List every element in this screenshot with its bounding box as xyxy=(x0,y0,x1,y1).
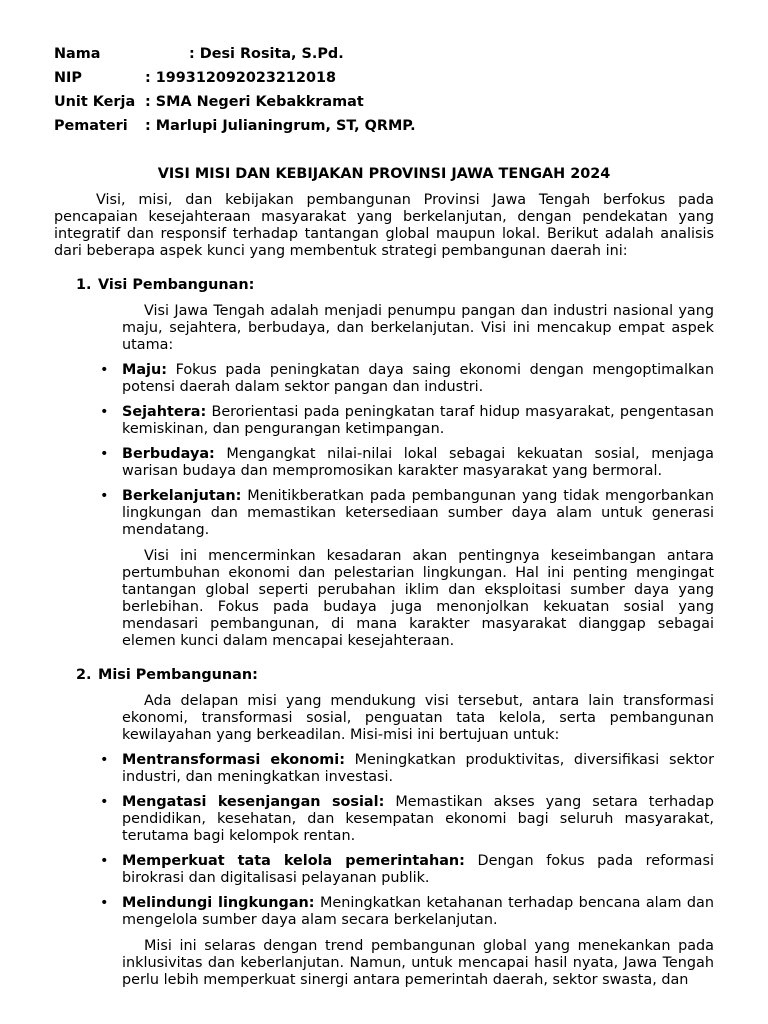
list-item xyxy=(100,404,714,438)
section-number: 2. xyxy=(76,667,92,683)
list-item-text: Menitikberatkan pada pembangunan yang tidak mengorbankan lingkungan dan memastikan ketersediaan sumber daya alam untuk generasi mendatang. xyxy=(122,488,714,538)
list-item-term: Sejahtera: xyxy=(122,404,207,420)
section-lead-paragraph: Ada delapan misi yang mendukung visi tersebut, antara lain transformasi ekonomi, transformasi sosial, penguatan tata kelola, serta pembangunan kewilayahan yang berkeadilan. Misi-misi ini bertujuan untuk: xyxy=(122,693,714,743)
list-item-text: Dengan fokus pada reformasi birokrasi dan digitalisasi pelayanan publik. xyxy=(122,853,714,886)
list-item-text: Mengangkat nilai-nilai lokal sebagai kekuatan sosial, menjaga warisan budaya dan mempromosikan karakter masyarakat yang bermoral. xyxy=(122,446,714,479)
list-item-term: Berbudaya: xyxy=(122,446,215,462)
document-page xyxy=(54,44,714,989)
bullet-icon: • xyxy=(100,752,109,768)
header-value: : Desi Rosita, S.Pd. xyxy=(189,46,344,62)
bullet-icon: • xyxy=(100,895,109,911)
document-title: VISI MISI DAN KEBIJAKAN PROVINSI JAWA TENGAH 2024 xyxy=(157,166,611,182)
list-item xyxy=(100,794,714,845)
header-value: : Marlupi Julianingrum, ST, QRMP. xyxy=(145,118,416,134)
list-item-text: Berorientasi pada peningkatan taraf hidup masyarakat, pengentasan kemiskinan, dan pengurangan ketimpangan. xyxy=(122,404,714,437)
intro-paragraph: Visi, misi, dan kebijakan pembangunan Provinsi Jawa Tengah berfokus pada pencapaian kesejahteraan masyarakat yang berkelanjutan, dengan pendekatan yang integratif dan responsif terhadap tantangan global maupun lokal. Berikut adalah analisis dari beberapa aspek kunci yang membentuk strategi pembangunan daerah ini: xyxy=(54,192,714,259)
header-row-unit-kerja xyxy=(54,92,714,116)
section-closing-paragraph: Visi ini mencerminkan kesadaran akan pentingnya keseimbangan antara pertumbuhan ekonomi dan pelestarian lingkungan. Hal ini penting mengingat tantangan global seperti perubahan iklim dan eksploitasi sumber daya yang berlebihan. Fokus pada budaya juga menonjolkan kekuatan sosial yang mendasari pembangunan, di mana karakter masyarakat dianggap sebagai elemen kunci dalam mencapai kesejahteraan. xyxy=(122,548,714,649)
list-item-text: Meningkatkan produktivitas, diversifikasi sektor industri, dan meningkatkan investasi. xyxy=(122,752,714,785)
header-row-pemateri xyxy=(54,116,714,140)
list-item-text: Fokus pada peningkatan daya saing ekonomi dengan mengoptimalkan potensi daerah dalam sektor pangan dan industri. xyxy=(122,362,714,395)
section-heading-misi xyxy=(76,667,714,684)
bullet-icon: • xyxy=(100,404,109,420)
bullet-icon: • xyxy=(100,362,109,378)
list-item-term: Berkelanjutan: xyxy=(122,488,242,504)
list-item-term: Memperkuat tata kelola pemerintahan: xyxy=(122,853,465,869)
bullet-icon: • xyxy=(100,488,109,504)
section-number: 1. xyxy=(76,277,92,293)
header-label: Nama xyxy=(54,46,101,62)
list-item-term: Maju: xyxy=(122,362,167,378)
list-item xyxy=(100,488,714,539)
bullet-list xyxy=(100,362,714,539)
list-item xyxy=(100,752,714,786)
list-item-term: Mengatasi kesenjangan sosial: xyxy=(122,794,385,810)
list-item-text: Memastikan akses yang setara terhadap pendidikan, kesehatan, dan kesempatan ekonomi bagi seluruh masyarakat, terutama bagi kelompok rentan. xyxy=(122,794,714,844)
section-closing-paragraph: Misi ini selaras dengan trend pembangunan global yang menekankan pada inklusivitas dan keberlanjutan. Namun, untuk mencapai hasil nyata, Jawa Tengah perlu lebih memperkuat sinergi antara pemerintah daerah, sektor swasta, dan xyxy=(122,938,714,988)
section-heading-visi xyxy=(76,277,714,294)
header-label: NIP xyxy=(54,70,82,86)
list-item xyxy=(100,362,714,396)
header-row-nama xyxy=(54,44,714,68)
section-title: Visi Pembangunan: xyxy=(98,277,255,293)
list-item-text: Meningkatkan ketahanan terhadap bencana alam dan mengelola sumber daya alam secara berkelanjutan. xyxy=(122,895,714,928)
section-body-misi xyxy=(100,693,714,989)
header-label: Unit Kerja xyxy=(54,94,136,110)
list-item xyxy=(100,895,714,929)
section-body-visi xyxy=(100,303,714,650)
section-title: Misi Pembangunan: xyxy=(98,667,258,683)
list-item-term: Mentransformasi ekonomi: xyxy=(122,752,345,768)
bullet-icon: • xyxy=(100,794,109,810)
bullet-icon: • xyxy=(100,853,109,869)
bullet-list xyxy=(100,752,714,929)
section-lead-paragraph: Visi Jawa Tengah adalah menjadi penumpu pangan dan industri nasional yang maju, sejahtera, berbudaya, dan berkelanjutan. Visi ini mencakup empat aspek utama: xyxy=(122,303,714,353)
header-label: Pemateri xyxy=(54,118,128,134)
header-value: : SMA Negeri Kebakkramat xyxy=(145,94,364,110)
bullet-icon: • xyxy=(100,446,109,462)
list-item-term: Melindungi lingkungan: xyxy=(122,895,315,911)
list-item xyxy=(100,853,714,887)
list-item xyxy=(100,446,714,480)
header-value: : 199312092023212018 xyxy=(145,70,336,86)
header-row-nip xyxy=(54,68,714,92)
